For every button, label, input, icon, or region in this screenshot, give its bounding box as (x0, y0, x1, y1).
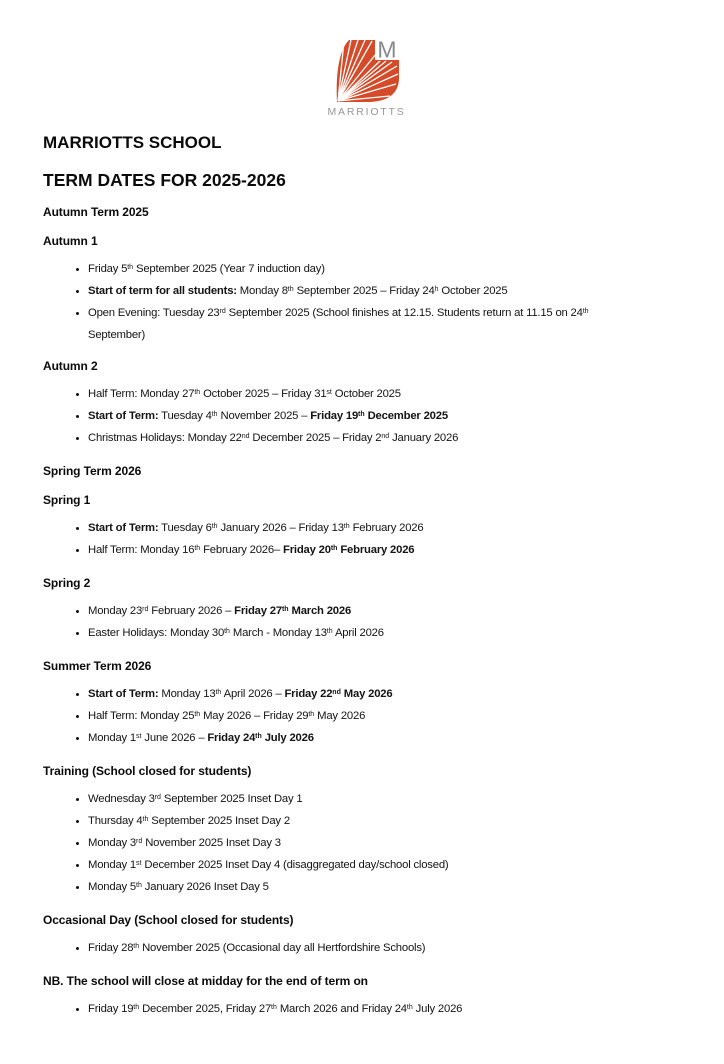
text-run: Easter Holidays: Monday 30 (88, 627, 225, 639)
bold-text-run: Start of Term: (88, 688, 159, 700)
superscript-run: rd (154, 794, 161, 802)
text-run: February 2026– (200, 544, 283, 556)
text-run: Open Evening: Tuesday 23 (88, 307, 220, 319)
superscript-run: th (142, 816, 149, 824)
superscript-run: th (343, 523, 350, 531)
text-run: Monday 1 (88, 732, 137, 744)
superscript-run: th (136, 882, 142, 890)
list-item (88, 303, 690, 345)
text-run: Monday 13 (158, 688, 216, 700)
superscript-run: th (194, 389, 201, 397)
text-run: September 2025 (School finishes at 12.15. Students return at 11.15 on 24 (225, 307, 583, 319)
superscript-run: th (224, 628, 230, 636)
text-run: March - Monday 13 (229, 627, 327, 639)
text-run: September) (88, 329, 146, 341)
text-run: September 2025 – Friday 24 (293, 285, 435, 297)
section-heading: Spring 1 (43, 493, 91, 507)
text-run: January 2026 Inset Day 5 (141, 881, 269, 893)
bold-text-run: th (281, 606, 289, 614)
superscript-run: rd (219, 308, 226, 316)
school-name-title: MARRIOTTS SCHOOL (43, 133, 222, 152)
bullet-list (43, 684, 690, 750)
text-run: March 2026 and Friday 24 (276, 1003, 407, 1015)
superscript-run: th (133, 1004, 140, 1012)
text-run: July 2026 (412, 1003, 463, 1015)
superscript-run: th (194, 711, 201, 719)
text-run: June 2026 – (141, 732, 208, 744)
bold-text-run: th (358, 411, 365, 419)
text-run: November 2025 Inset Day 3 (142, 837, 281, 849)
bold-text-run: Friday 24 (207, 732, 256, 744)
text-run: Half Term: Monday 27 (88, 388, 195, 400)
list-item (88, 999, 690, 1021)
text-run: February 2026 (349, 522, 424, 534)
text-run: May 2026 (314, 710, 366, 722)
text-run: Monday 3 (88, 837, 137, 849)
text-run: Monday 23 (88, 605, 143, 617)
list-item (88, 518, 690, 540)
text-run: May 2026 – Friday 29 (200, 710, 309, 722)
bullet-list (43, 601, 690, 645)
text-run: January 2026 – Friday 13 (217, 522, 344, 534)
superscript-run: th (215, 689, 222, 697)
list-item (88, 855, 690, 877)
bold-text-run: nd (332, 689, 341, 697)
text-run: November 2025 – (217, 410, 311, 422)
bold-text-run: March 2026 (288, 605, 352, 617)
section-heading: Autumn 2 (43, 359, 98, 373)
bullet-list (43, 384, 690, 450)
bold-text-run: Friday 22 (284, 688, 333, 700)
bold-text-run: Start of Term: (88, 410, 159, 422)
list-item (88, 428, 690, 450)
text-run: Christmas Holidays: Monday 22 (88, 432, 242, 444)
bold-text-run: th (330, 545, 338, 553)
bold-text-run: Start of term for all students: (88, 285, 237, 297)
bold-text-run: May 2026 (340, 688, 393, 700)
bold-text-run: December 2025 (364, 410, 448, 422)
bold-text-run: Friday 19 (310, 410, 359, 422)
superscript-run: st (326, 389, 332, 397)
section-heading: Training (School closed for students) (43, 764, 252, 778)
list-item (88, 728, 690, 750)
bold-text-run: Friday 20 (283, 544, 331, 556)
list-item (88, 601, 690, 623)
text-run: January 2026 (389, 432, 459, 444)
text-run: Friday 19 (88, 1003, 134, 1015)
superscript-run: h (434, 286, 439, 294)
superscript-run: nd (381, 433, 390, 441)
superscript-run: th (308, 711, 315, 719)
list-item (88, 938, 690, 960)
bold-text-run: Friday 27 (234, 605, 282, 617)
section-heading: NB. The school will close at midday for the end of term on (43, 974, 368, 988)
school-logo (312, 40, 422, 118)
text-run: April 2026 (332, 627, 384, 639)
section-heading: Spring 2 (43, 576, 91, 590)
text-run: Tuesday 6 (158, 522, 212, 534)
superscript-run: rd (136, 838, 143, 846)
list-item (88, 833, 690, 855)
text-run: Half Term: Monday 25 (88, 710, 195, 722)
superscript-run: th (194, 545, 201, 553)
list-item (88, 789, 690, 811)
text-run: Tuesday 4 (158, 410, 212, 422)
section-heading: Autumn Term 2025 (43, 205, 149, 219)
section-heading: Autumn 1 (43, 234, 98, 248)
text-run: Friday 28 (88, 942, 134, 954)
text-run: December 2025 – Friday 2 (249, 432, 382, 444)
text-run: February 2026 – (148, 605, 235, 617)
document-title: TERM DATES FOR 2025-2026 (43, 170, 286, 190)
marriotts-leaf-logo-icon (335, 40, 399, 103)
superscript-run: th (326, 628, 333, 636)
text-run: October 2025 – Friday 31 (200, 388, 327, 400)
document-body (43, 205, 690, 1021)
text-run: November 2025 (Occasional day all Hertfordshire Schools) (139, 942, 426, 954)
superscript-run: th (271, 1004, 277, 1012)
superscript-run: st (136, 733, 142, 741)
document-page (0, 40, 724, 1021)
bold-text-run: th (255, 733, 262, 741)
text-run: September 2025 Inset Day 2 (148, 815, 290, 827)
section-heading: Summer Term 2026 (43, 659, 152, 673)
superscript-run: th (211, 411, 218, 419)
superscript-run: th (133, 943, 140, 951)
list-item (88, 706, 690, 728)
text-run: April 2026 – (221, 688, 285, 700)
list-item (88, 281, 690, 303)
bullet-list (43, 999, 690, 1021)
bullet-list (43, 518, 690, 562)
text-run: Half Term: Monday 16 (88, 544, 195, 556)
bold-text-run: Start of Term: (88, 522, 159, 534)
list-item (88, 540, 690, 562)
superscript-run: th (406, 1004, 413, 1012)
bullet-list (43, 938, 690, 960)
list-item (88, 259, 690, 281)
text-run: October 2025 (331, 388, 401, 400)
superscript-run: th (211, 523, 218, 531)
text-run: Monday 5 (88, 881, 137, 893)
list-item (88, 623, 690, 645)
superscript-run: th (582, 308, 589, 316)
text-run: Wednesday 3 (88, 793, 155, 805)
section-heading: Occasional Day (School closed for students) (43, 913, 294, 927)
text-run: Thursday 4 (88, 815, 143, 827)
bold-text-run: July 2026 (261, 732, 314, 744)
superscript-run: th (127, 264, 134, 272)
text-run: Monday 1 (88, 859, 137, 871)
text-run: September 2025 (Year 7 induction day) (133, 263, 325, 275)
superscript-run: th (287, 286, 294, 294)
bullet-list (43, 789, 690, 899)
list-item (88, 811, 690, 833)
text-run: September 2025 Inset Day 1 (160, 793, 303, 805)
bullet-list (43, 259, 690, 345)
text-run: Friday 5 (88, 263, 128, 275)
text-run: October 2025 (438, 285, 508, 297)
text-run: Monday 8 (236, 285, 288, 297)
text-run: December 2025 Inset Day 4 (disaggregated day/school closed) (141, 859, 449, 871)
section-heading: Spring Term 2026 (43, 464, 142, 478)
list-item (88, 406, 690, 428)
list-item (88, 877, 690, 899)
logo-monogram: M (376, 40, 397, 63)
logo-wordmark: MARRIOTTS (327, 106, 406, 118)
list-item (88, 384, 690, 406)
list-item (88, 684, 690, 706)
text-run: December 2025, Friday 27 (139, 1003, 272, 1015)
superscript-run: nd (241, 433, 250, 441)
superscript-run: rd (142, 606, 149, 614)
superscript-run: st (136, 860, 142, 868)
bold-text-run: February 2026 (337, 544, 415, 556)
